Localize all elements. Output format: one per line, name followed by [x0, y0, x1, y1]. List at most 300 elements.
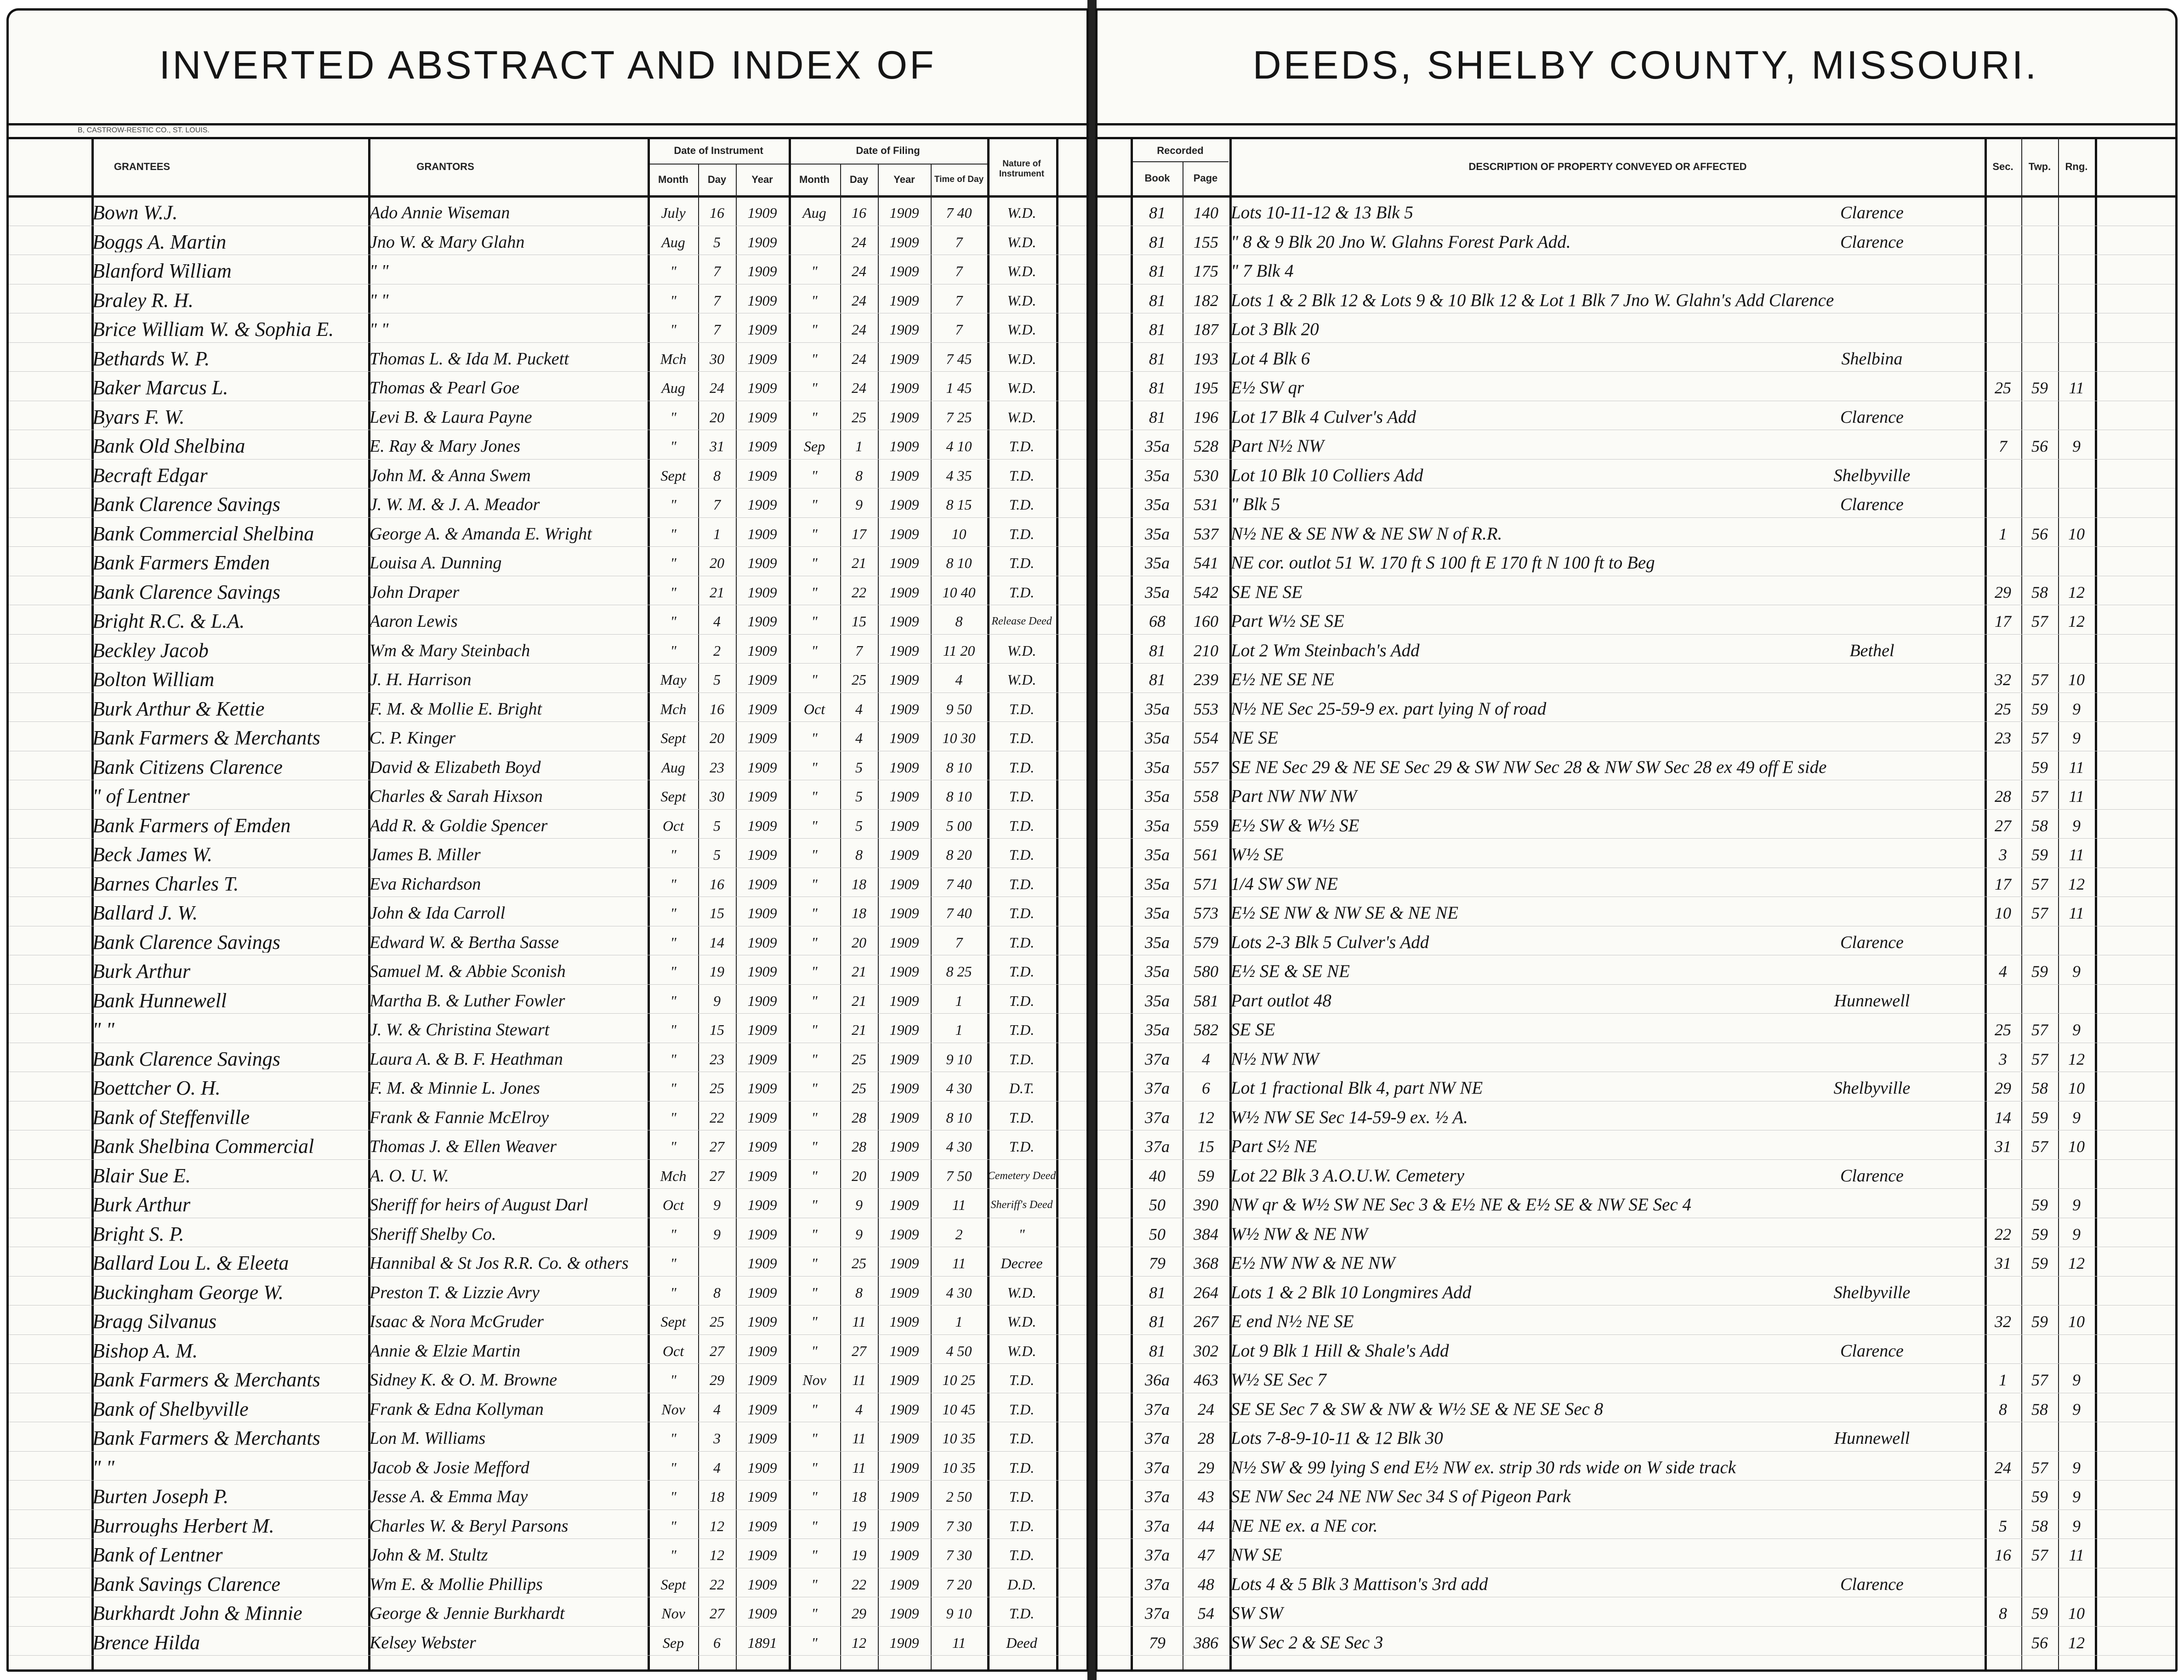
instrument-month-cell: " — [670, 905, 677, 921]
header-filing-day: Day — [849, 173, 869, 185]
twp-cell: 59 — [2031, 1225, 2048, 1243]
instrument-day-cell: 8 — [713, 467, 721, 484]
instrument-year-cell: 1909 — [747, 1342, 777, 1359]
description-cell: " Blk 5 — [1231, 494, 1280, 514]
grantee-cell: Bank Farmers & Merchants — [92, 728, 320, 748]
filing-day-cell: 27 — [852, 1342, 866, 1359]
page-cell: 155 — [1194, 233, 1218, 251]
col-rule — [1056, 137, 1058, 1669]
description-cell: Lot 2 Wm Steinbach's Add — [1231, 640, 1420, 660]
grantee-cell: Burten Joseph P. — [92, 1487, 229, 1507]
instrument-month-cell: Sept — [660, 730, 686, 746]
grantor-cell: Eva Richardson — [370, 874, 481, 894]
filing-day-cell: 20 — [852, 934, 866, 951]
filing-day-cell: 12 — [852, 1634, 866, 1651]
twp-cell: 57 — [2031, 1050, 2048, 1068]
nature-cell: T.D. — [1009, 438, 1035, 454]
twp-cell: 57 — [2031, 1021, 2048, 1039]
ruled-line — [9, 546, 1086, 547]
grantee-cell: " " — [92, 1020, 114, 1040]
filing-day-cell: 5 — [855, 817, 863, 834]
filing-month-cell: " — [811, 409, 818, 426]
description-cell: Lots 1 & 2 Blk 10 Longmires Add — [1231, 1282, 1472, 1302]
filing-month-cell: " — [811, 1342, 818, 1359]
book-cell: 81 — [1149, 349, 1166, 368]
filing-year-cell: 1909 — [889, 1488, 919, 1505]
rng-cell: 12 — [2068, 1254, 2085, 1272]
nature-cell: W.D. — [1007, 380, 1036, 396]
sec-cell: 10 — [1995, 904, 2011, 922]
nature-cell: T.D. — [1009, 817, 1035, 834]
sec-cell — [1985, 349, 2021, 369]
place-cell — [1764, 261, 1980, 281]
ruled-line — [9, 371, 1086, 372]
filing-month-cell: " — [811, 1313, 818, 1330]
filing-year-cell: 1909 — [889, 204, 919, 221]
instrument-month-cell: " — [670, 1080, 677, 1096]
twp-cell — [2021, 290, 2058, 311]
instrument-year-cell: 1909 — [747, 1080, 777, 1096]
place-cell: Clarence — [1840, 407, 1904, 427]
instrument-year-cell: 1909 — [747, 321, 777, 338]
twp-cell: 59 — [2031, 846, 2048, 864]
instrument-month-cell: Oct — [662, 1197, 684, 1213]
filing-day-cell: 11 — [852, 1372, 866, 1388]
time-of-day-cell: 7 50 — [946, 1167, 972, 1184]
grantee-cell: Brice William W. & Sophia E. — [92, 319, 334, 340]
rng-cell: 9 — [2072, 1108, 2081, 1127]
grantee-cell: Bank Clarence Savings — [92, 932, 280, 953]
ruled-line — [1098, 1626, 2175, 1627]
place-cell — [1764, 1516, 1980, 1536]
place-cell — [1764, 290, 1980, 311]
place-cell — [1764, 1107, 1980, 1128]
place-cell — [1764, 378, 1980, 398]
rng-cell: 11 — [2069, 904, 2084, 922]
instrument-day-cell: 16 — [710, 204, 724, 221]
filing-year-cell: 1909 — [889, 905, 919, 921]
instrument-year-cell: 1909 — [747, 438, 777, 454]
filing-month-cell: " — [811, 1430, 818, 1447]
instrument-day-cell: 23 — [710, 1050, 724, 1067]
header-recorded: Recorded — [1157, 145, 1204, 157]
page-cell: 386 — [1194, 1633, 1218, 1652]
instrument-month-cell: " — [670, 555, 677, 571]
instrument-day-cell: 12 — [710, 1547, 724, 1563]
grantor-cell: " " — [370, 290, 389, 310]
place-cell — [1764, 1253, 1980, 1273]
ruled-line — [1098, 984, 2175, 985]
sec-cell: 25 — [1995, 699, 2011, 718]
page-cell: 196 — [1194, 408, 1218, 426]
time-of-day-cell: 7 20 — [946, 1576, 972, 1593]
instrument-month-cell: " — [670, 846, 677, 863]
description-cell: Lot 17 Blk 4 Culver's Add — [1231, 407, 1416, 427]
instrument-year-cell: 1909 — [747, 263, 777, 279]
instrument-day-cell: 27 — [710, 1605, 724, 1622]
instrument-day-cell: 4 — [713, 613, 721, 630]
rng-cell: 9 — [2072, 1371, 2081, 1389]
grantor-cell: J. W. & Christina Stewart — [370, 1020, 550, 1039]
instrument-year-cell: 1909 — [747, 1372, 777, 1388]
book-cell: 81 — [1149, 1283, 1166, 1302]
ruled-line — [1098, 721, 2175, 722]
filing-month-cell: " — [811, 1634, 818, 1651]
rng-cell — [2058, 203, 2095, 223]
instrument-year-cell: 1909 — [747, 496, 777, 513]
page-cell: 582 — [1194, 1021, 1218, 1039]
grantee-cell: Bank of Lentner — [92, 1545, 223, 1565]
instrument-month-cell: " — [670, 642, 677, 659]
rng-cell: 12 — [2068, 1050, 2085, 1068]
filing-month-cell: " — [811, 1459, 818, 1476]
ruled-line — [1098, 1451, 2175, 1452]
nature-cell: T.D. — [1009, 1138, 1035, 1155]
twp-cell: 59 — [2031, 758, 2048, 777]
filing-month-cell: " — [811, 846, 818, 863]
filing-day-cell: 18 — [852, 905, 866, 921]
page-cell: 195 — [1194, 379, 1218, 397]
sec-cell — [1985, 203, 2021, 223]
left-page-title: INVERTED ABSTRACT AND INDEX OF — [159, 43, 936, 87]
time-of-day-cell: 1 — [955, 992, 963, 1009]
right-ledger-page — [1095, 8, 2178, 1672]
filing-year-cell: 1909 — [889, 846, 919, 863]
grantor-cell: F. M. & Minnie L. Jones — [370, 1078, 540, 1098]
time-of-day-cell: 7 40 — [946, 204, 972, 221]
twp-cell — [2021, 1428, 2058, 1448]
description-cell: N½ SW & 99 lying S end E½ NW ex. strip 30 rds wide on W side track — [1231, 1457, 1736, 1477]
filing-day-cell: 9 — [855, 1226, 863, 1243]
time-of-day-cell: 7 45 — [946, 350, 972, 367]
book-cell: 81 — [1149, 641, 1166, 660]
filing-month-cell: " — [811, 1488, 818, 1505]
place-cell — [1764, 553, 1980, 573]
page-cell: 12 — [1198, 1108, 1214, 1127]
filing-month-cell: " — [811, 788, 818, 805]
filing-year-cell: 1909 — [889, 788, 919, 805]
place-cell — [1764, 1603, 1980, 1623]
twp-cell — [2021, 991, 2058, 1011]
date-subheader-rule — [648, 164, 987, 165]
instrument-year-cell: 1909 — [747, 1050, 777, 1067]
time-of-day-cell: 8 10 — [946, 555, 972, 571]
time-of-day-cell: 7 30 — [946, 1547, 972, 1563]
filing-month-cell: " — [811, 613, 818, 630]
filing-year-cell: 1909 — [889, 1050, 919, 1067]
rng-cell: 9 — [2072, 729, 2081, 747]
book-cell: 37a — [1145, 1050, 1170, 1068]
place-cell: Clarence — [1840, 1574, 1904, 1594]
filing-year-cell: 1909 — [889, 613, 919, 630]
filing-month-cell: " — [811, 1080, 818, 1096]
sec-cell: 32 — [1995, 1312, 2011, 1331]
instrument-month-cell: Sep — [662, 1634, 684, 1651]
ruled-line — [1098, 663, 2175, 664]
filing-year-cell: 1909 — [889, 1167, 919, 1184]
nature-cell: T.D. — [1009, 1547, 1035, 1563]
instrument-day-cell: 20 — [710, 409, 724, 426]
header-filing-month: Month — [799, 173, 830, 185]
instrument-year-cell: 1909 — [747, 1255, 777, 1271]
place-cell — [1764, 319, 1980, 340]
instrument-year-cell: 1909 — [747, 350, 777, 367]
book-cell: 81 — [1149, 1341, 1166, 1360]
filing-year-cell: 1909 — [889, 1459, 919, 1476]
twp-cell: 59 — [2031, 699, 2048, 718]
filing-day-cell: 1 — [855, 438, 863, 454]
twp-cell — [2021, 1283, 2058, 1303]
time-of-day-cell: 4 30 — [946, 1284, 972, 1301]
header-top-rule — [1098, 137, 2175, 139]
book-cell: 35a — [1145, 466, 1170, 485]
description-cell: Lot 22 Blk 3 A.O.U.W. Cemetery — [1231, 1165, 1465, 1186]
rng-cell: 12 — [2068, 612, 2085, 630]
instrument-month-cell: " — [670, 496, 677, 513]
book-cell: 81 — [1149, 320, 1166, 339]
filing-day-cell: 17 — [852, 525, 866, 542]
sec-cell: 1 — [1999, 1371, 2007, 1389]
grantor-cell: John Draper — [370, 582, 460, 602]
ruled-line — [9, 1013, 1086, 1014]
page-cell: 140 — [1194, 204, 1218, 222]
filing-year-cell: 1909 — [889, 1517, 919, 1534]
instrument-day-cell: 18 — [710, 1488, 724, 1505]
ruled-line — [1098, 838, 2175, 839]
instrument-month-cell: Nov — [661, 1401, 685, 1418]
page-cell: 302 — [1194, 1341, 1218, 1360]
book-cell: 37a — [1145, 1516, 1170, 1535]
description-cell: E½ SW qr — [1231, 378, 1304, 397]
place-cell: Clarence — [1840, 932, 1904, 952]
filing-month-cell: " — [811, 1197, 818, 1213]
book-cell: 35a — [1145, 904, 1170, 922]
instrument-month-cell: Sept — [660, 788, 686, 805]
time-of-day-cell: 9 10 — [946, 1050, 972, 1067]
place-cell — [1764, 786, 1980, 806]
time-of-day-cell: 11 — [952, 1255, 966, 1271]
time-of-day-cell: 11 — [952, 1634, 966, 1651]
book-cell: 37a — [1145, 1604, 1170, 1623]
filing-year-cell: 1909 — [889, 1430, 919, 1447]
filing-month-cell: " — [811, 992, 818, 1009]
nature-cell: T.D. — [1009, 788, 1035, 805]
filing-month-cell: " — [811, 730, 818, 746]
ruled-line — [1098, 342, 2175, 343]
filing-day-cell: 8 — [855, 846, 863, 863]
time-of-day-cell: 5 00 — [946, 817, 972, 834]
place-cell — [1764, 1311, 1980, 1332]
ruled-line — [1098, 634, 2175, 635]
sec-cell: 16 — [1995, 1546, 2011, 1564]
rng-cell — [2058, 261, 2095, 281]
sec-cell — [1985, 465, 2021, 486]
twp-cell: 59 — [2031, 1108, 2048, 1127]
nature-cell: W.D. — [1007, 233, 1036, 250]
book-cell: 35a — [1145, 991, 1170, 1010]
twp-cell: 58 — [2031, 1079, 2048, 1097]
grantor-cell: Thomas & Pearl Goe — [370, 378, 520, 397]
nature-cell: Release Deed — [991, 615, 1052, 627]
grantor-cell: George & Jennie Burkhardt — [370, 1604, 565, 1623]
time-of-day-cell: 10 — [951, 525, 967, 542]
nature-cell: Sheriff's Deed — [990, 1199, 1053, 1211]
twp-cell: 59 — [2031, 1604, 2048, 1623]
time-of-day-cell: 10 35 — [942, 1459, 976, 1476]
grantor-cell: Edward W. & Bertha Sasse — [370, 932, 559, 952]
grantee-cell: Burk Arthur — [92, 961, 191, 982]
rng-cell — [2058, 407, 2095, 427]
filing-month-cell: Sep — [803, 438, 825, 454]
filing-year-cell: 1909 — [889, 1022, 919, 1038]
page-cell: 264 — [1194, 1283, 1218, 1302]
ruled-line — [9, 838, 1086, 839]
filing-day-cell: 4 — [855, 1401, 863, 1418]
twp-cell: 57 — [2031, 670, 2048, 689]
instrument-day-cell: 24 — [710, 380, 724, 396]
page-cell: 368 — [1194, 1254, 1218, 1272]
instrument-month-cell: Sept — [660, 467, 686, 484]
filing-day-cell: 11 — [852, 1430, 866, 1447]
book-cell: 40 — [1149, 1166, 1166, 1185]
description-cell: N½ NW NW — [1231, 1049, 1319, 1069]
place-cell — [1764, 1399, 1980, 1419]
description-cell: NE SE — [1231, 728, 1278, 748]
description-cell: SE SE Sec 7 & SW & NW & W½ SE & NE SE Sec 8 — [1231, 1399, 1604, 1419]
grantor-cell: George A. & Amanda E. Wright — [370, 524, 592, 544]
filing-day-cell: 24 — [852, 380, 866, 396]
filing-month-cell: " — [811, 875, 818, 892]
instrument-day-cell: 25 — [710, 1313, 724, 1330]
sec-cell: 14 — [1995, 1108, 2011, 1127]
filing-day-cell: 25 — [852, 1255, 866, 1271]
filing-year-cell: 1909 — [889, 1547, 919, 1563]
place-cell: Clarence — [1840, 232, 1904, 252]
grantor-cell: Hannibal & St Jos R.R. Co. & others — [370, 1254, 629, 1273]
nature-cell: W.D. — [1007, 204, 1036, 221]
instrument-month-cell: Aug — [661, 233, 685, 250]
rng-cell: 12 — [2068, 1633, 2085, 1652]
filing-year-cell: 1909 — [889, 1401, 919, 1418]
instrument-year-cell: 1909 — [747, 409, 777, 426]
twp-cell — [2021, 261, 2058, 281]
place-cell — [1764, 436, 1980, 456]
place-cell: Shelbyville — [1833, 1283, 1911, 1302]
filing-year-cell: 1909 — [889, 1313, 919, 1330]
book-cell: 37a — [1145, 1575, 1170, 1594]
grantee-cell: Baker Marcus L. — [92, 378, 228, 398]
filing-month-cell: " — [811, 642, 818, 659]
book-cell: 37a — [1145, 1137, 1170, 1156]
page-cell: 175 — [1194, 262, 1218, 280]
rng-cell — [2058, 1283, 2095, 1303]
instrument-month-cell: " — [670, 1372, 677, 1388]
instrument-day-cell: 7 — [713, 263, 721, 279]
book-cell: 35a — [1145, 816, 1170, 835]
page-cell: 6 — [1202, 1079, 1210, 1097]
twp-cell: 58 — [2031, 1400, 2048, 1419]
sec-cell: 25 — [1995, 1021, 2011, 1039]
ruled-line — [1098, 1276, 2175, 1277]
header-instr-month: Month — [658, 173, 688, 185]
rng-cell: 9 — [2072, 1400, 2081, 1419]
filing-month-cell: " — [811, 467, 818, 484]
instrument-month-cell: " — [670, 1022, 677, 1038]
instrument-day-cell: 7 — [713, 292, 721, 309]
grantee-cell: Bank Farmers Emden — [92, 553, 270, 573]
filing-month-cell: " — [811, 817, 818, 834]
instrument-month-cell: " — [670, 1517, 677, 1534]
filing-day-cell: 5 — [855, 788, 863, 805]
place-cell: Clarence — [1840, 1166, 1904, 1186]
filing-year-cell: 1909 — [889, 292, 919, 309]
header-twp: Twp. — [2028, 161, 2051, 173]
ruled-line — [9, 1626, 1086, 1627]
ruled-line — [1098, 1159, 2175, 1160]
description-cell: SW SW — [1231, 1603, 1283, 1623]
instrument-day-cell: 6 — [713, 1634, 721, 1651]
description-cell: SE SE — [1231, 1020, 1275, 1039]
place-cell — [1764, 670, 1980, 690]
sec-cell — [1985, 1166, 2021, 1186]
time-of-day-cell: 4 50 — [946, 1342, 972, 1359]
sec-cell — [1985, 319, 2021, 340]
ruled-line — [9, 1276, 1086, 1277]
grantor-cell: Preston T. & Lizzie Avry — [370, 1283, 540, 1302]
rng-cell — [2058, 494, 2095, 515]
rng-cell: 11 — [2069, 1546, 2084, 1564]
instrument-day-cell: 8 — [713, 1284, 721, 1301]
place-cell — [1764, 1224, 1980, 1244]
description-cell: Lot 9 Blk 1 Hill & Shale's Add — [1231, 1340, 1449, 1361]
page-cell: 553 — [1194, 699, 1218, 718]
book-cell: 81 — [1149, 204, 1166, 222]
twp-cell: 57 — [2031, 1371, 2048, 1389]
rng-cell: 9 — [2072, 962, 2081, 981]
filing-year-cell: 1909 — [889, 642, 919, 659]
description-cell: SE NE SE — [1231, 582, 1302, 602]
time-of-day-cell: 8 15 — [946, 496, 972, 513]
nature-cell: W.D. — [1007, 409, 1036, 426]
instrument-month-cell: " — [670, 613, 677, 630]
page-cell: 541 — [1194, 554, 1218, 572]
grantee-cell: Bank Clarence Savings — [92, 1049, 280, 1069]
time-of-day-cell: 7 25 — [946, 409, 972, 426]
book-cell: 79 — [1149, 1633, 1166, 1652]
grantor-cell: Frank & Fannie McElroy — [370, 1107, 549, 1127]
sec-cell: 5 — [1999, 1516, 2007, 1535]
nature-cell: T.D. — [1009, 846, 1035, 863]
instrument-year-cell: 1909 — [747, 1226, 777, 1243]
filing-year-cell: 1909 — [889, 992, 919, 1009]
twp-cell — [2021, 553, 2058, 573]
grantee-cell: Burkhardt John & Minnie — [92, 1603, 302, 1623]
book-cell: 50 — [1149, 1196, 1166, 1214]
rng-cell — [2058, 1428, 2095, 1448]
book-cell: 81 — [1149, 291, 1166, 310]
filing-month-cell: Nov — [802, 1372, 826, 1388]
instrument-day-cell: 9 — [713, 1197, 721, 1213]
nature-cell: T.D. — [1009, 963, 1035, 980]
page-cell: 187 — [1194, 320, 1218, 339]
instrument-month-cell: " — [670, 875, 677, 892]
instrument-year-cell: 1909 — [747, 292, 777, 309]
grantee-cell: Bolton William — [92, 670, 215, 690]
instrument-year-cell: 1909 — [747, 1459, 777, 1476]
filing-day-cell: 8 — [855, 467, 863, 484]
sec-cell: 32 — [1995, 670, 2011, 689]
grantee-cell: Bank Farmers & Merchants — [92, 1428, 320, 1448]
